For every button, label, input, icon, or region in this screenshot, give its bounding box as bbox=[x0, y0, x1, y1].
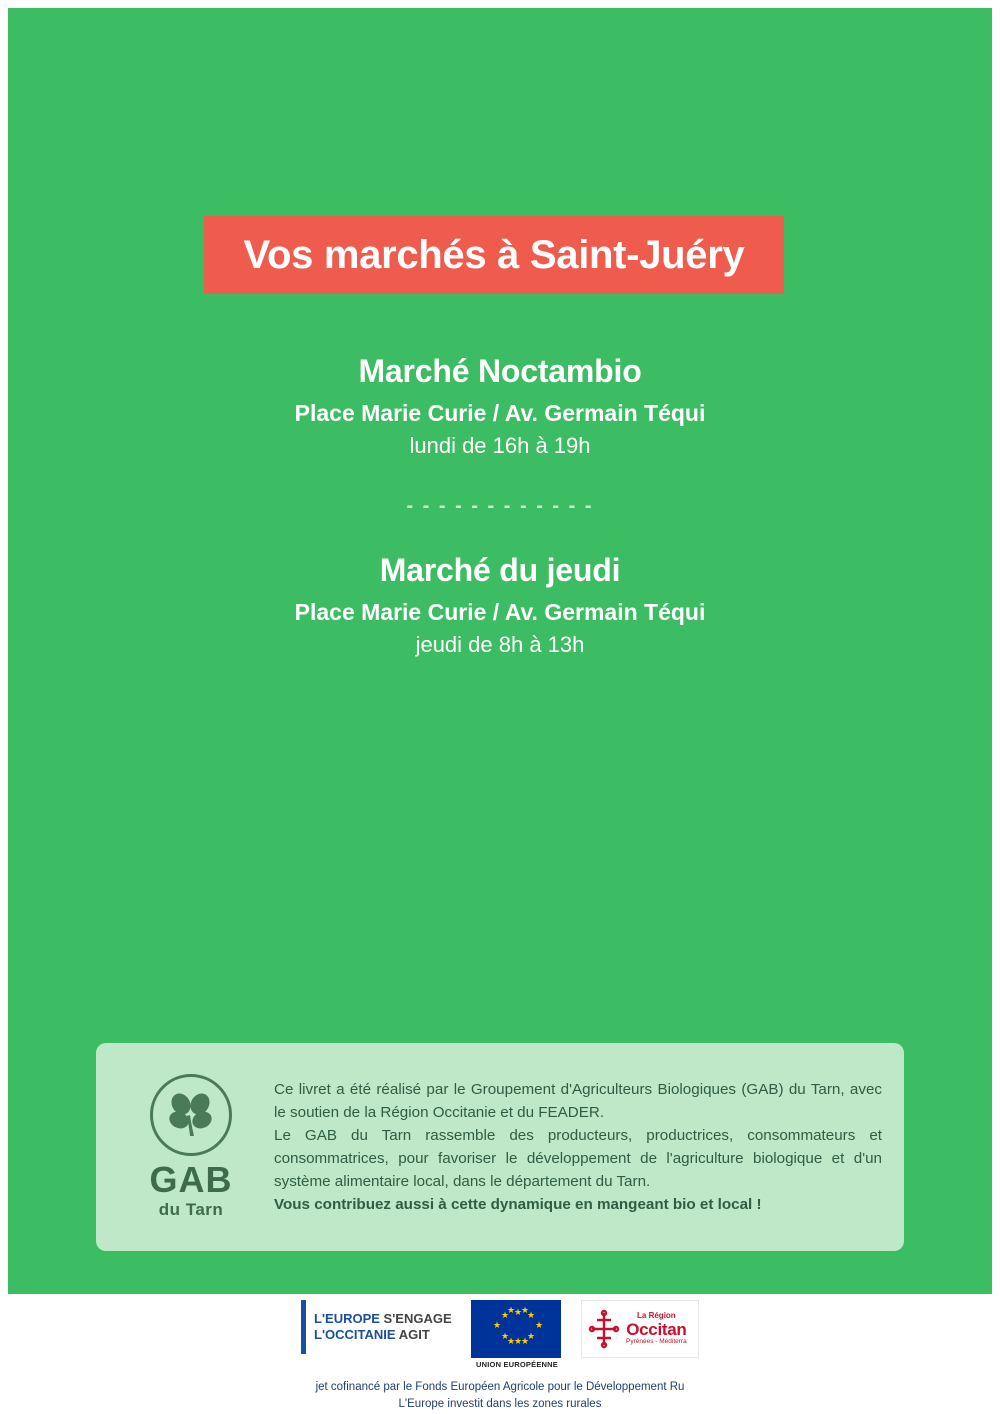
region-occitanie-logo bbox=[581, 1300, 699, 1358]
market-name: Marché Noctambio bbox=[358, 353, 642, 389]
eu-flag-caption: UNION EUROPÉENNE bbox=[476, 1360, 558, 1369]
credit-paragraph-1: Ce livret a été réalisé par le Groupement d'Agriculteurs Biologiques (GAB) du Tarn, avec le soutien de la Région Occitanie et du FEADER. bbox=[274, 1080, 882, 1121]
region-logo-line2: Occitan bbox=[626, 1319, 687, 1339]
europe-engage-line2-rest: AGIT bbox=[395, 1327, 430, 1342]
region-logo-line3: Pyrénées - Méditerra bbox=[626, 1337, 687, 1345]
occitan-cross-icon bbox=[586, 1307, 622, 1351]
section-divider: - - - - - - - - - - - - bbox=[406, 495, 594, 517]
markets-section bbox=[8, 353, 992, 658]
market-name: Marché du jeudi bbox=[379, 552, 621, 588]
eu-flag-icon: ★ ★ ★ ★ ★ ★ ★ ★ ★ ★ ★ ★ bbox=[471, 1300, 561, 1358]
page-title: Vos marchés à Saint-Juéry bbox=[243, 232, 745, 277]
region-logo-line1: La Région bbox=[637, 1311, 676, 1321]
footer-note-line2: L'Europe investit dans les zones rurales bbox=[398, 1397, 602, 1410]
footer-funding-note bbox=[0, 1379, 1000, 1412]
footer-logos bbox=[0, 1300, 1000, 1369]
eu-flag-block bbox=[471, 1300, 563, 1369]
market-hours: jeudi de 8h à 13h bbox=[415, 632, 585, 657]
market-block-jeudi bbox=[8, 552, 992, 658]
footer-note-line1: jet cofinancé par le Fonds Européen Agricole pour le Développement Ru bbox=[315, 1381, 685, 1393]
gab-logo-subtitle: du Tarn bbox=[158, 1200, 224, 1219]
market-place: Place Marie Curie / Av. Germain Téqui bbox=[294, 599, 706, 625]
gab-logo bbox=[116, 1074, 266, 1220]
credit-box bbox=[96, 1043, 904, 1251]
poster-canvas bbox=[8, 8, 992, 1294]
market-block-noctambio bbox=[8, 353, 992, 459]
europe-engage-line2-strong: L'OCCITANIE bbox=[314, 1327, 396, 1342]
credit-paragraph-2: Le GAB du Tarn rassemble des producteurs, productrices, consommateurs et consommatrices, pour favoriser le développement de l'agriculture biologique et d'un système alimentaire local, dans le département du Tarn. bbox=[274, 1126, 882, 1191]
europe-engage-line1-rest: S'ENGAGE bbox=[379, 1310, 452, 1326]
market-place: Place Marie Curie / Av. Germain Téqui bbox=[294, 400, 706, 426]
europe-engage-logo bbox=[301, 1300, 453, 1354]
market-hours: lundi de 16h à 19h bbox=[409, 433, 591, 458]
page-title-banner bbox=[204, 216, 784, 294]
clover-leaf-icon bbox=[150, 1074, 232, 1156]
credit-paragraph-3: Vous contribuez aussi à cette dynamique en mangeant bio et local ! bbox=[274, 1196, 762, 1214]
europe-engage-line1-strong: L'EUROPE bbox=[314, 1310, 380, 1326]
gab-logo-name: GAB bbox=[149, 1159, 233, 1200]
footer bbox=[0, 1300, 1000, 1412]
credit-text bbox=[266, 1078, 882, 1217]
